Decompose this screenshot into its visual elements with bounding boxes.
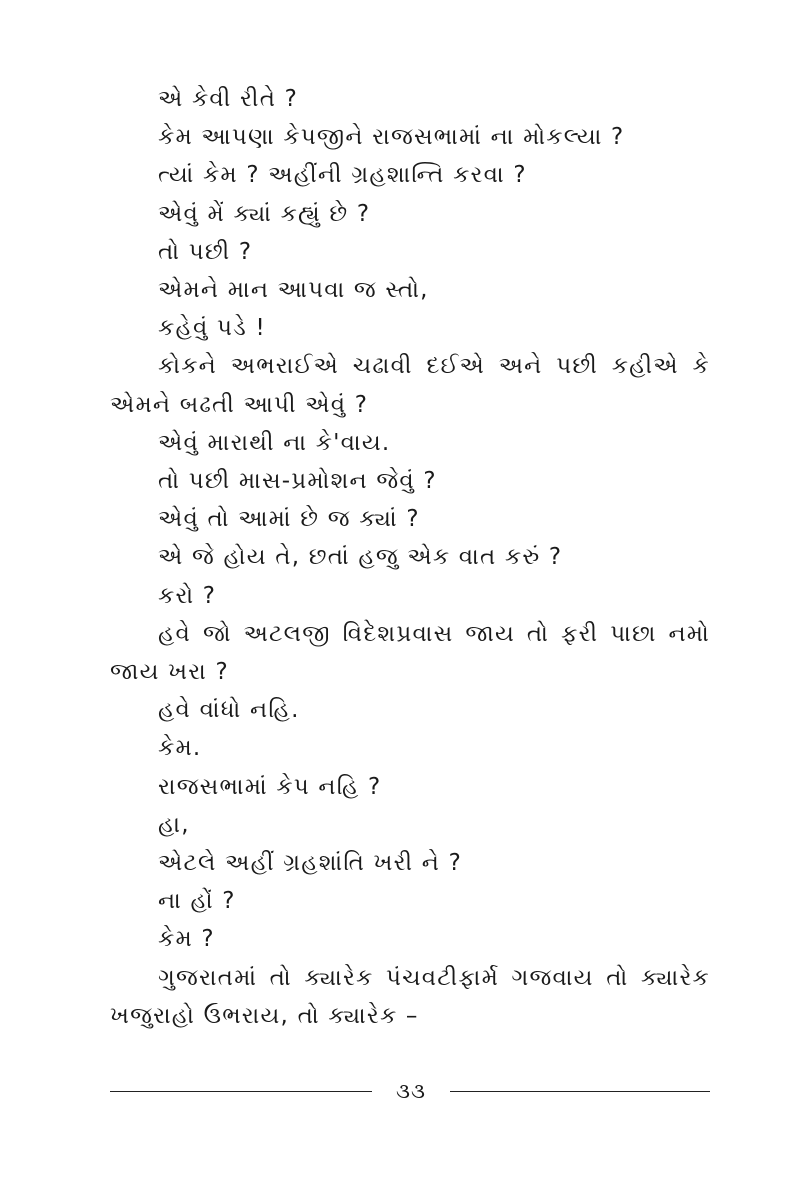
dialogue-line: ગુજરાતમાં તો ક્યારેક પંચવટીફાર્મ ગજવાય તો ક્યારેક ખજુરાહો ઉભરાય, તો ક્યારેક –	[110, 964, 710, 1029]
dialogue-line: કેમ આપણા કેપજીને રાજસભામાં ના મોકલ્યા ?	[158, 124, 625, 151]
page-footer	[110, 1077, 710, 1107]
dialogue-line: કરો ?	[158, 582, 217, 609]
page-number: ૩૩	[396, 1079, 426, 1103]
dialogue-text	[110, 80, 710, 1035]
dialogue-line: ના હોં ?	[158, 888, 236, 915]
dialogue-line: કેમ ?	[158, 926, 215, 953]
dialogue-line: કેમ.	[158, 735, 202, 762]
dialogue-line: કોકને અભરાઈએ ચઢાવી દઈએ અને પછી કહીએ કે એમને બઢતી આપી એવું ?	[110, 353, 710, 418]
dialogue-line: તો પછી માસ-પ્રમોશન જેવું ?	[158, 468, 437, 495]
dialogue-line: હવે વાંધો નહિ.	[158, 697, 300, 724]
dialogue-line: એવું મારાથી ના કે'વાય.	[158, 429, 391, 456]
dialogue-line: ત્યાં કેમ ? અહીંની ગ્રહશાન્તિ કરવા ?	[158, 162, 527, 189]
dialogue-line: એટલે અહીં ગ્રહશાંતિ ખરી ને ?	[158, 850, 463, 877]
footer-rule-right	[450, 1091, 710, 1092]
dialogue-line: એ જે હોય તે, છતાં હજુ એક વાત કરું ?	[158, 544, 563, 571]
dialogue-line: એમને માન આપવા જ સ્તો,	[158, 277, 429, 304]
footer-rule-left	[110, 1091, 372, 1092]
dialogue-line: હવે જો અટલજી વિદેશપ્રવાસ જાય તો ફરી પાછા નમો જાય ખરા ?	[110, 620, 710, 686]
dialogue-line: એ કેવી રીતે ?	[158, 86, 299, 112]
dialogue-line: રાજસભામાં કેપ નહિ ?	[158, 773, 382, 800]
dialogue-line: તો પછી ?	[158, 238, 253, 265]
dialogue-line: એવું તો આમાં છે જ ક્યાં ?	[158, 506, 420, 533]
dialogue-line: હા,	[158, 811, 190, 838]
dialogue-line: એવું મેં ક્યાં કહ્યું છે ?	[158, 200, 371, 227]
dialogue-line: કહેવું પડે !	[158, 315, 266, 342]
